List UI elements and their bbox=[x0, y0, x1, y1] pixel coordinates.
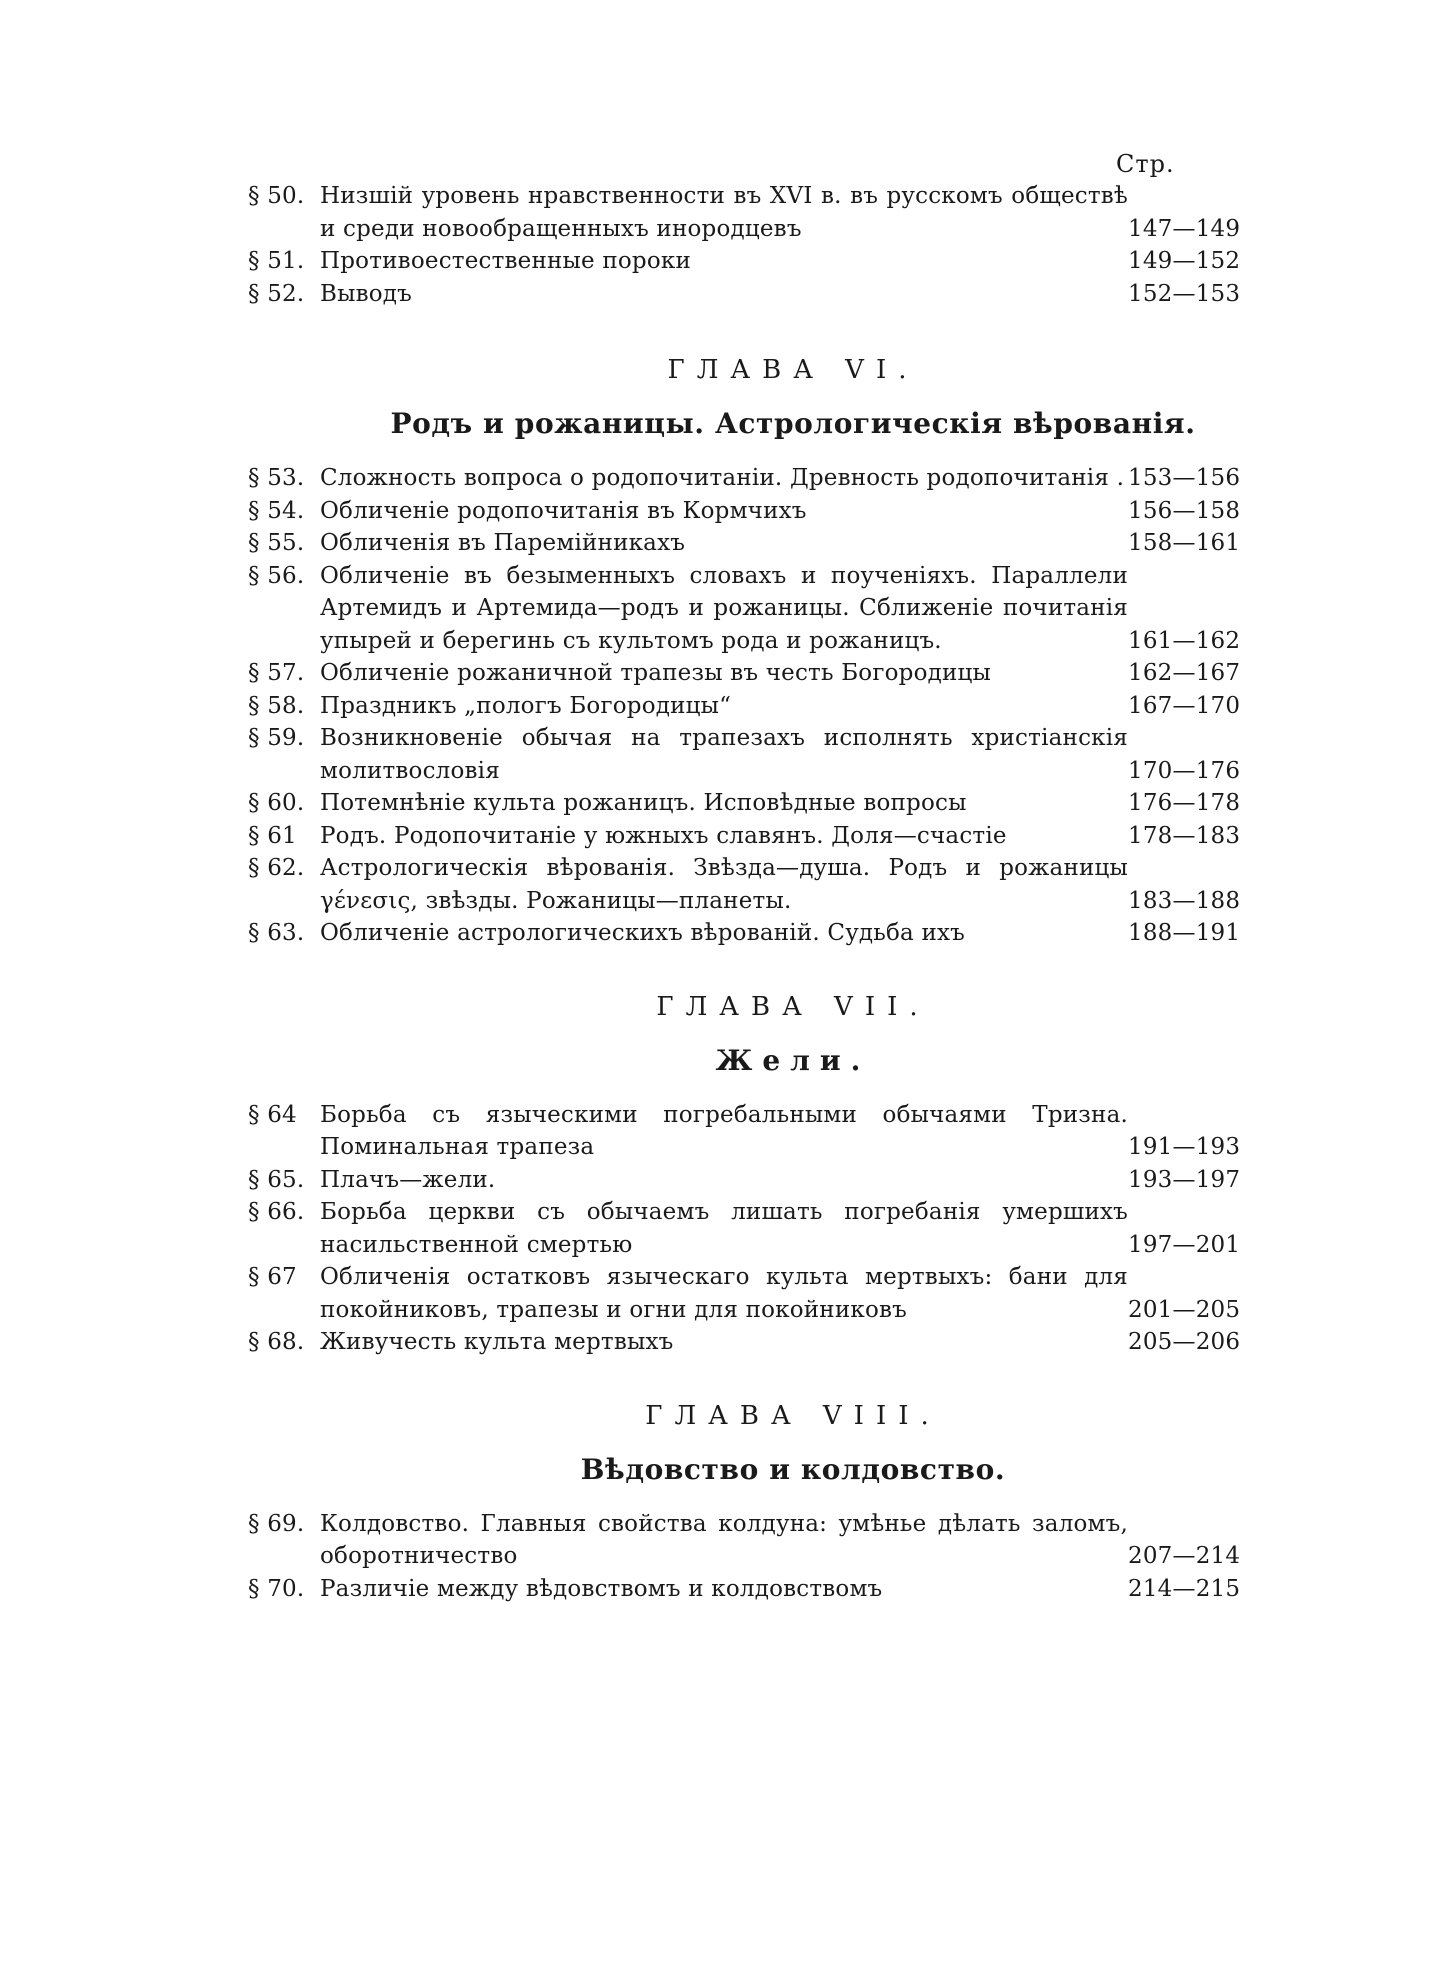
section-title: Родъ. Родопочитаніе у южныхъ славянъ. Доля—счастіе bbox=[320, 822, 1007, 849]
section-title: Обличеніе родопочитанія въ Кормчихъ bbox=[320, 497, 807, 524]
page-range: 170—176 bbox=[1128, 757, 1241, 784]
section-number: § 66. bbox=[248, 1199, 305, 1225]
toc-entry bbox=[248, 690, 1241, 723]
section-number: § 50. bbox=[248, 183, 305, 209]
page-range: 158—161 bbox=[1128, 530, 1241, 556]
section-number: § 62. bbox=[248, 855, 305, 881]
page-range: 149—152 bbox=[1128, 248, 1241, 274]
section-title: Противоестественные пороки bbox=[320, 248, 692, 274]
toc-entry bbox=[248, 787, 1241, 820]
section-title: Колдовство. Главныя свойства колдуна: умѣнье дѣлать заломъ, оборотничество bbox=[320, 1510, 1128, 1569]
section-number: § 52. bbox=[248, 280, 305, 307]
toc-entry bbox=[248, 1508, 1241, 1573]
section-number: § 56. bbox=[248, 562, 305, 589]
toc-entry bbox=[248, 1261, 1241, 1326]
page-range: 197—201 bbox=[1128, 1231, 1241, 1258]
page-range: 214—215 bbox=[1128, 1575, 1241, 1602]
section-title: Сложность вопроса о родопочитаніи. Древность родопочитанія . bbox=[320, 465, 1125, 491]
page-range: 147—149 bbox=[1128, 215, 1241, 242]
toc-entry bbox=[248, 560, 1241, 658]
section-number: § 65. bbox=[248, 1166, 305, 1193]
toc-entry bbox=[248, 1196, 1241, 1261]
section-title: Выводъ bbox=[320, 280, 412, 307]
page-range: 153—156 bbox=[1128, 465, 1241, 491]
page-range: 161—162 bbox=[1128, 627, 1241, 654]
toc-entry bbox=[248, 180, 1241, 245]
section-title: Различіе между вѣдовствомъ и колдовствомъ bbox=[320, 1575, 883, 1602]
section-number: § 67 bbox=[248, 1264, 297, 1290]
chapter-heading: ГЛАВА VI. bbox=[667, 355, 919, 385]
toc-entry bbox=[248, 462, 1241, 495]
section-title: Обличеніе въ безыменныхъ словахъ и поученіяхъ. Параллели Артемидъ и Артемида—родъ и рожаницы. Сближеніе почитанія упырей и берегинь съ культомъ рода и рожаницъ. bbox=[320, 562, 1128, 654]
section-number: § 63. bbox=[248, 920, 305, 946]
section-title: Обличеніе астрологическихъ вѣрованій. Судьба ихъ bbox=[320, 920, 966, 946]
page-range: 156—158 bbox=[1128, 497, 1241, 524]
toc-entry bbox=[248, 852, 1241, 917]
chapter-title: Родъ и рожаницы. Астрологическія вѣрованія. bbox=[390, 407, 1196, 440]
section-number: § 53. bbox=[248, 465, 305, 491]
chapter-heading: ГЛАВА VII. bbox=[656, 991, 930, 1022]
toc-entry bbox=[248, 1099, 1241, 1164]
toc-entry bbox=[248, 1573, 1241, 1606]
section-number: § 64 bbox=[248, 1101, 297, 1128]
page-range: 205—206 bbox=[1128, 1329, 1241, 1355]
section-title: Праздникъ „пологъ Богородицы“ bbox=[320, 692, 732, 719]
toc-entry bbox=[248, 917, 1241, 950]
chapter-title: Жели. bbox=[715, 1043, 871, 1077]
section-number: § 51. bbox=[248, 248, 305, 274]
section-number: § 60. bbox=[248, 790, 305, 816]
section-number: § 57. bbox=[248, 660, 305, 686]
page-range: 201—205 bbox=[1128, 1296, 1241, 1323]
section-number: § 68. bbox=[248, 1329, 305, 1355]
section-title: Обличенія остатковъ языческаго культа мертвыхъ: бани для покойниковъ, трапезы и огни для покойниковъ bbox=[320, 1264, 1128, 1323]
page-range: 178—183 bbox=[1128, 822, 1241, 849]
section-title: Обличенія въ Паремійникахъ bbox=[320, 530, 686, 556]
page-column-header: Стр. bbox=[1116, 150, 1175, 178]
page-range: 167—170 bbox=[1128, 692, 1241, 719]
section-number: § 58. bbox=[248, 692, 305, 719]
section-number: § 55. bbox=[248, 530, 305, 556]
toc-entry bbox=[248, 1326, 1241, 1359]
section-title: Обличеніе рожаничной трапезы въ честь Богородицы bbox=[320, 660, 992, 686]
page-range: 191—193 bbox=[1128, 1134, 1241, 1160]
page-range: 193—197 bbox=[1128, 1166, 1241, 1193]
chapter-title: Вѣдовство и колдовство. bbox=[580, 1452, 1006, 1486]
section-number: § 54. bbox=[248, 497, 305, 524]
toc-entry bbox=[248, 278, 1241, 311]
toc-entry bbox=[248, 245, 1241, 278]
page-range: 183—188 bbox=[1128, 887, 1241, 914]
table-of-contents bbox=[248, 150, 1241, 1605]
page-range: 162—167 bbox=[1128, 660, 1241, 686]
toc-entry bbox=[248, 722, 1241, 787]
section-title: Возникновеніе обычая на трапезахъ исполнять христіанскія молитвословія bbox=[320, 725, 1128, 784]
section-title: Живучесть культа мертвыхъ bbox=[320, 1329, 674, 1355]
toc-entry bbox=[248, 820, 1241, 853]
section-number: § 69. bbox=[248, 1510, 305, 1537]
section-title: Борьба съ языческими погребальными обычаями Тризна. Поминальная трапеза bbox=[320, 1101, 1128, 1160]
toc-entry bbox=[248, 1164, 1241, 1197]
page-range: 188—191 bbox=[1128, 920, 1241, 946]
section-title: Потемнѣніе культа рожаницъ. Исповѣдные вопросы bbox=[320, 790, 967, 816]
chapter-heading: ГЛАВА VIII. bbox=[645, 1400, 941, 1431]
section-number: § 61 bbox=[248, 822, 297, 849]
page-range: 176—178 bbox=[1128, 790, 1241, 816]
toc-body bbox=[248, 150, 1241, 1605]
section-title: Плачъ—жели. bbox=[320, 1166, 496, 1193]
section-number: § 70. bbox=[248, 1575, 305, 1602]
toc-entry bbox=[248, 495, 1241, 528]
page-range: 152—153 bbox=[1128, 280, 1241, 307]
page-range: 207—214 bbox=[1128, 1543, 1241, 1569]
toc-entry bbox=[248, 527, 1241, 560]
section-title: Борьба церкви съ обычаемъ лишать погребанія умершихъ насильственной смертью bbox=[320, 1199, 1128, 1258]
section-title: Низшій уровень нравственности въ XVI в. въ русскомъ обществѣ и среди новообращенныхъ инородцевъ bbox=[320, 183, 1128, 242]
toc-entry bbox=[248, 657, 1241, 690]
section-title: Астрологическія вѣрованія. Звѣзда—душа. Родъ и рожаницы γένεσις, звѣзды. Рожаницы—планеты. bbox=[320, 855, 1128, 914]
section-number: § 59. bbox=[248, 725, 305, 751]
